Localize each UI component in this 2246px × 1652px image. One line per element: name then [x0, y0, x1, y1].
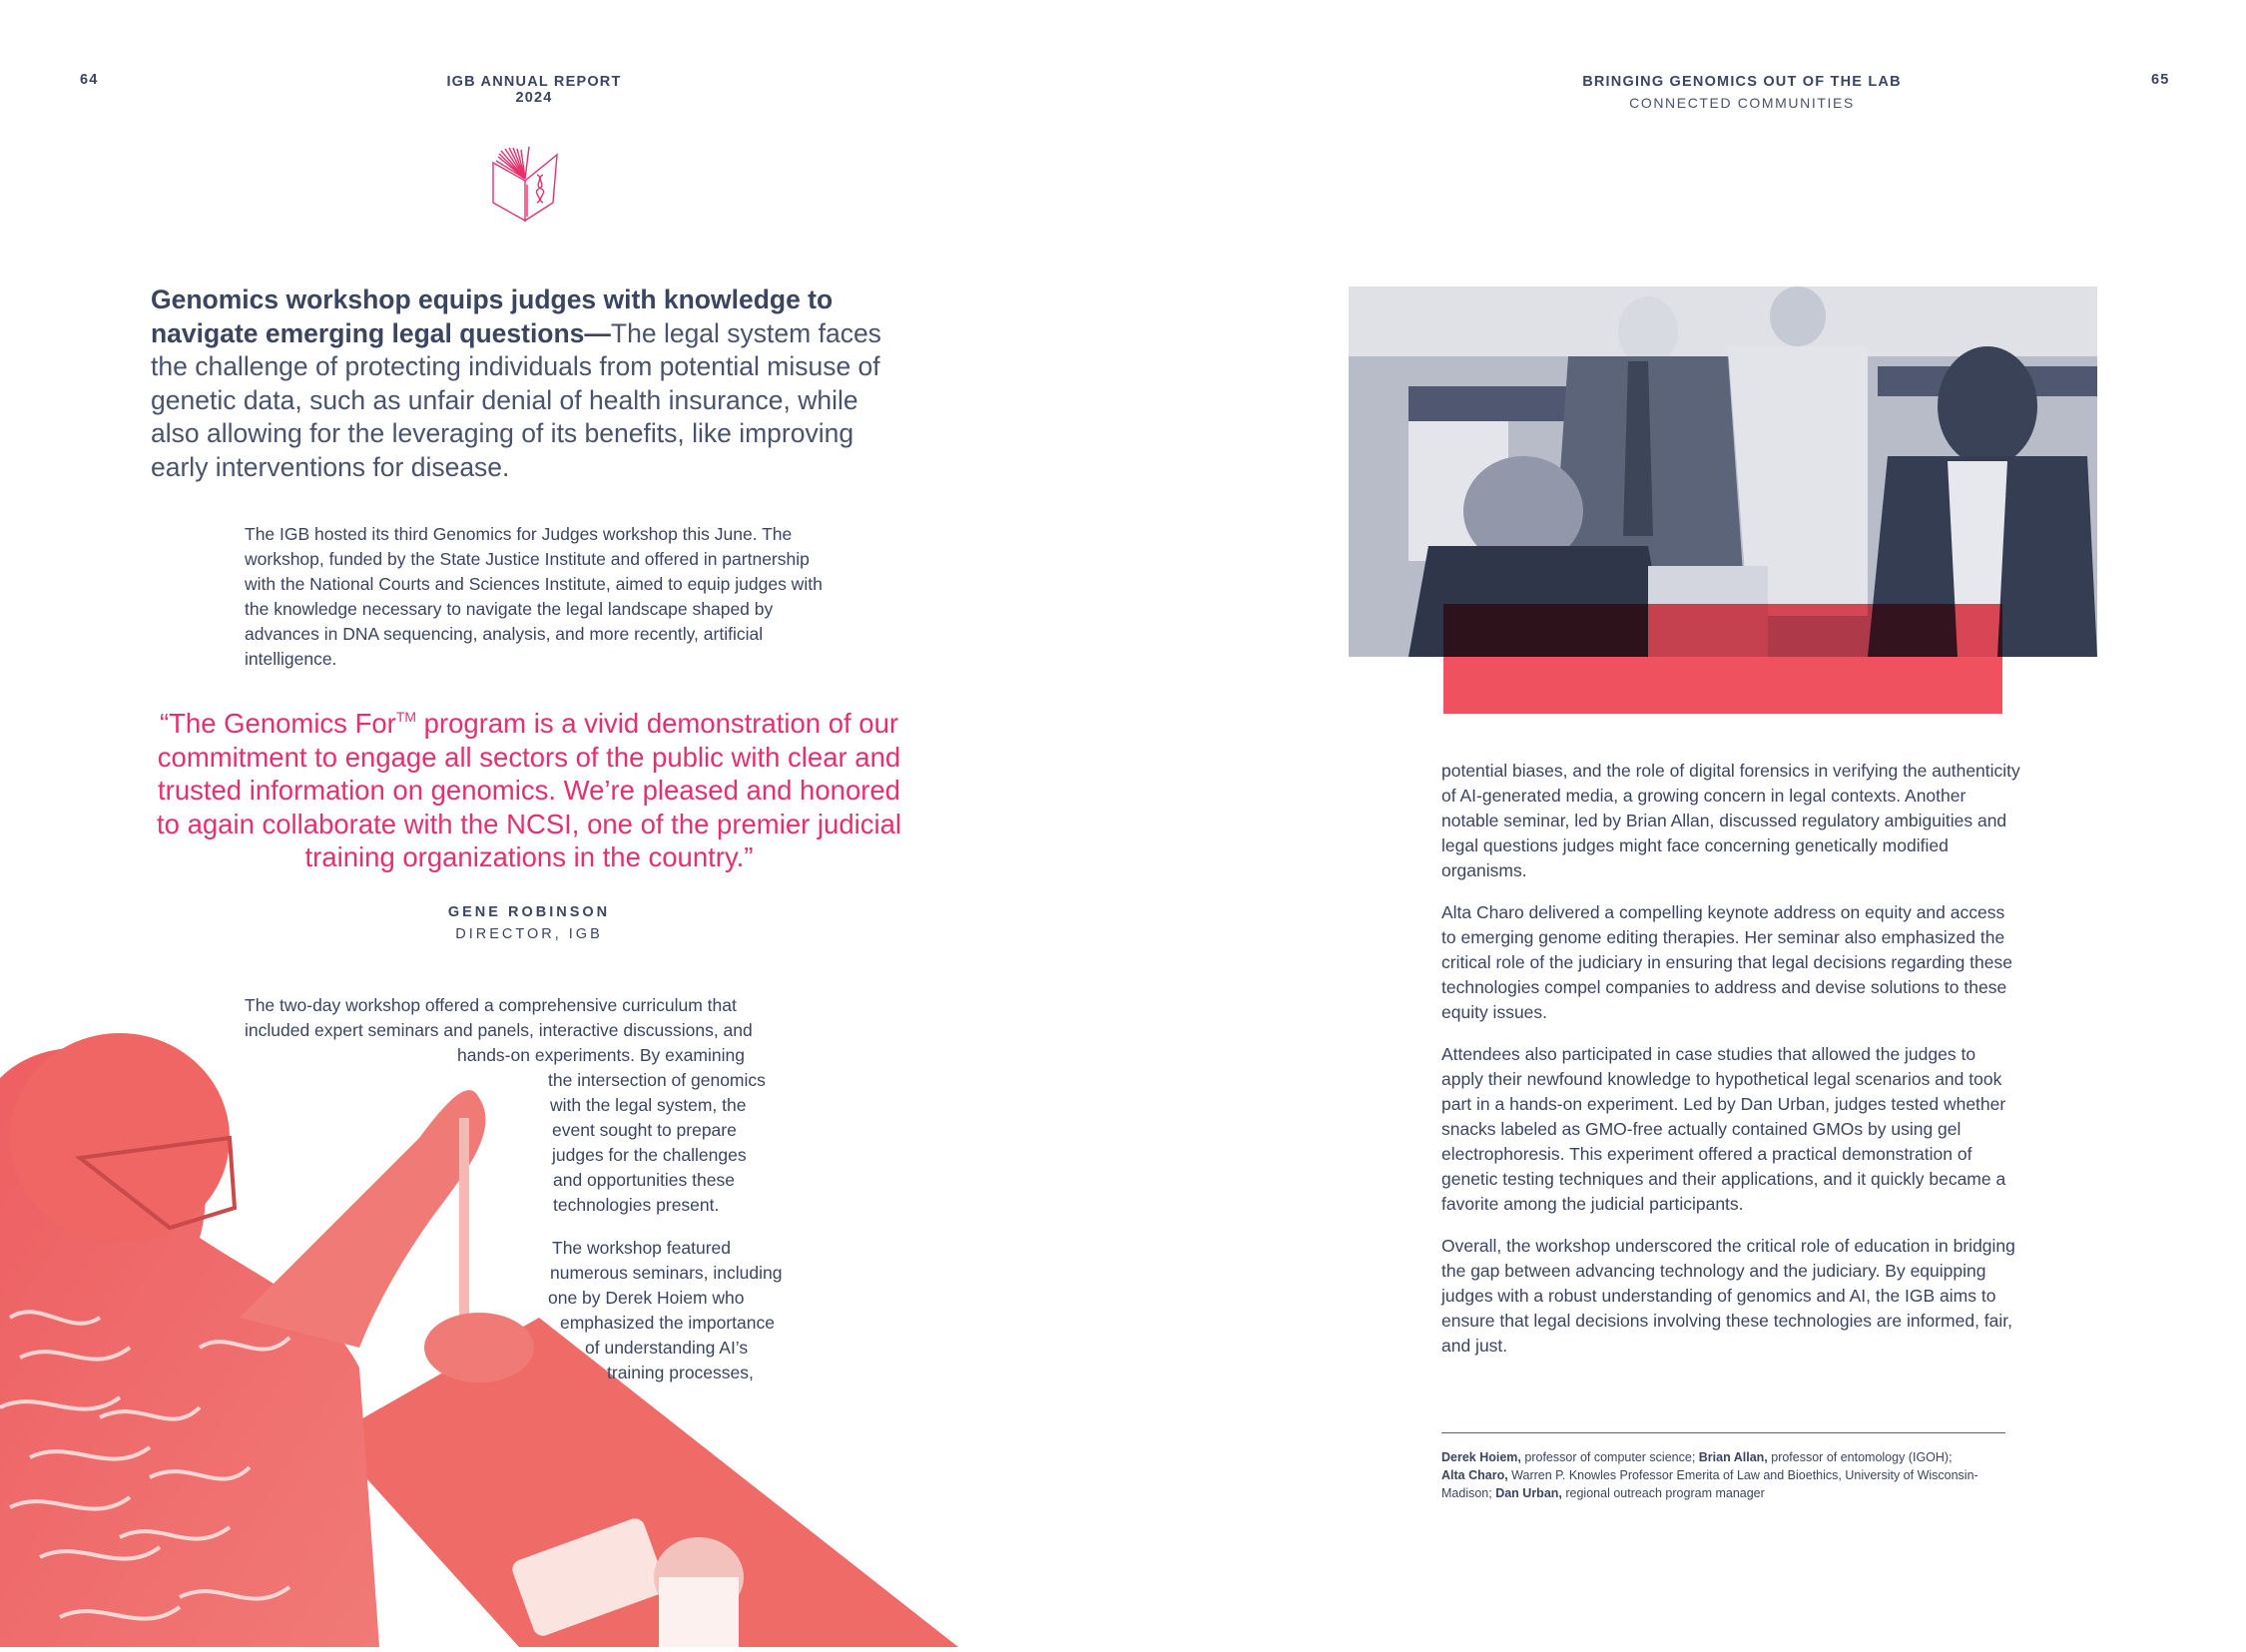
wrap-line: event sought to prepare: [552, 1120, 737, 1140]
paragraph: potential biases, and the role of digital forensics in verifying the authenticity of AI-generated media, a growing concern in legal contexts. Another notable seminar, led by Brian Allan, discussed regulatory ambiguities and legal questions judges might face concerning genetically modified organisms.: [1441, 761, 2020, 880]
footnote-role: professor of computer science;: [1520, 1450, 1699, 1464]
intro-paragraph: The IGB hosted its third Genomics for Judges workshop this June. The workshop, funded by the State Justice Institute and offered in partnership with the National Courts and Sciences Institute, aimed to equip judges with the knowledge necessary to navigate the legal landscape shaped by advances in DNA sequencing, analysis, and more recently, artificial intelligence.: [245, 524, 823, 669]
lead-paragraph: [151, 283, 909, 484]
footnote-name: Dan Urban,: [1495, 1486, 1562, 1500]
wrap-line: with the legal system, the: [550, 1095, 747, 1115]
wrap-line: of understanding AI’s: [585, 1338, 749, 1358]
wrap-line: training processes,: [607, 1363, 754, 1382]
paragraph: Attendees also participated in case studies that allowed the judges to apply their newfound knowledge to hypothetical legal scenarios and took part in a hands-on experiment. Led by Dan Urban, judges tested whether snacks labeled as GMO-free actually contained GMOs by using gel electrophoresis. This experiment offered a practical demonstration of genetic testing techniques and their applications, and it quickly became a favorite among the judicial participants.: [1441, 1044, 2006, 1214]
wrap-line: numerous seminars, including: [550, 1263, 783, 1283]
footnote-role: regional outreach program manager: [1561, 1486, 1765, 1500]
quote-rest: program is a vivid demonstration of our commitment to engage all sectors of the public with clear and trusted information on genomics. We’re pleased and honored to again collaborate with the NCSI, one of the premier judicial training organizations in the country.”: [157, 708, 901, 872]
quote-attribution-title: DIRECTOR, IGB: [455, 926, 603, 942]
page-number-right: 65: [2151, 72, 2170, 88]
footnote-role: professor of entomology (IGOH);: [1767, 1450, 1953, 1464]
running-subheader-right: CONNECTED COMMUNITIES: [1629, 95, 1855, 111]
quote-attribution-name: GENE ROBINSON: [447, 904, 611, 920]
paragraph: Alta Charo delivered a compelling keynote address on equity and access to emerging genome editing therapies. Her seminar also emphasized the critical role of the judiciary in ensuring that legal decisions regarding these technologies compel companies to address and devise solutions to these equity issues.: [1441, 902, 2012, 1022]
right-column: [1441, 759, 2020, 1376]
wrap-line: emphasized the importance: [560, 1313, 775, 1333]
page-number-left: 64: [80, 72, 99, 88]
wrap-line: included expert seminars and panels, interactive discussions, and: [245, 1020, 753, 1040]
lead-headline: Genomics workshop equips judges with knowledge to navigate emerging legal questions—: [151, 284, 834, 348]
wrap-line: and opportunities these: [553, 1170, 735, 1190]
photo-woman-pipette: [0, 1018, 958, 1647]
footnote-name: Brian Allan,: [1698, 1450, 1768, 1464]
footnote-divider: [1441, 1432, 2005, 1433]
pull-quote: [145, 701, 913, 874]
quote-open: “The Genomics For: [159, 708, 396, 739]
wrap-line: hands-on experiments. By examining: [457, 1045, 745, 1065]
book-dna-icon: [489, 145, 561, 225]
wrap-line: the intersection of genomics: [548, 1070, 766, 1090]
wrap-line: The workshop featured: [552, 1238, 731, 1258]
footnote: [1441, 1448, 2020, 1502]
footnote-role: Warren P. Knowles Professor Emerita of Law and Bioethics, University of Wisconsin-Madison;: [1441, 1468, 1978, 1500]
running-header-left: IGB ANNUAL REPORT 2024: [446, 74, 622, 106]
wrap-line: The two-day workshop offered a comprehensive curriculum that: [245, 995, 737, 1015]
footnote-name: Derek Hoiem,: [1441, 1450, 1521, 1464]
footnote-name: Alta Charo,: [1441, 1468, 1508, 1482]
wrap-line: judges for the challenges: [552, 1145, 747, 1165]
lead-text: The legal system faces the challenge of protecting individuals from potential misuse of genetic data, such as unfair denial of health insurance, while also allowing for the leveraging of its benefits, like improving early interventions for disease.: [151, 317, 881, 482]
running-header-right: BRINGING GENOMICS OUT OF THE LAB: [1582, 74, 1902, 90]
paragraph: Overall, the workshop underscored the critical role of education in bridging the gap between advancing technology and the judiciary. By equipping judges with a robust understanding of genomics and AI, the IGB aims to ensure that legal decisions involving these technologies are informed, fair, and just.: [1441, 1236, 2015, 1356]
wrap-line: technologies present.: [553, 1195, 720, 1215]
photo-judges-lab: [1349, 286, 2097, 657]
wrap-line: one by Derek Hoiem who: [548, 1288, 745, 1308]
trademark-mark: TM: [395, 709, 417, 725]
red-accent-bar: [1443, 657, 2002, 714]
